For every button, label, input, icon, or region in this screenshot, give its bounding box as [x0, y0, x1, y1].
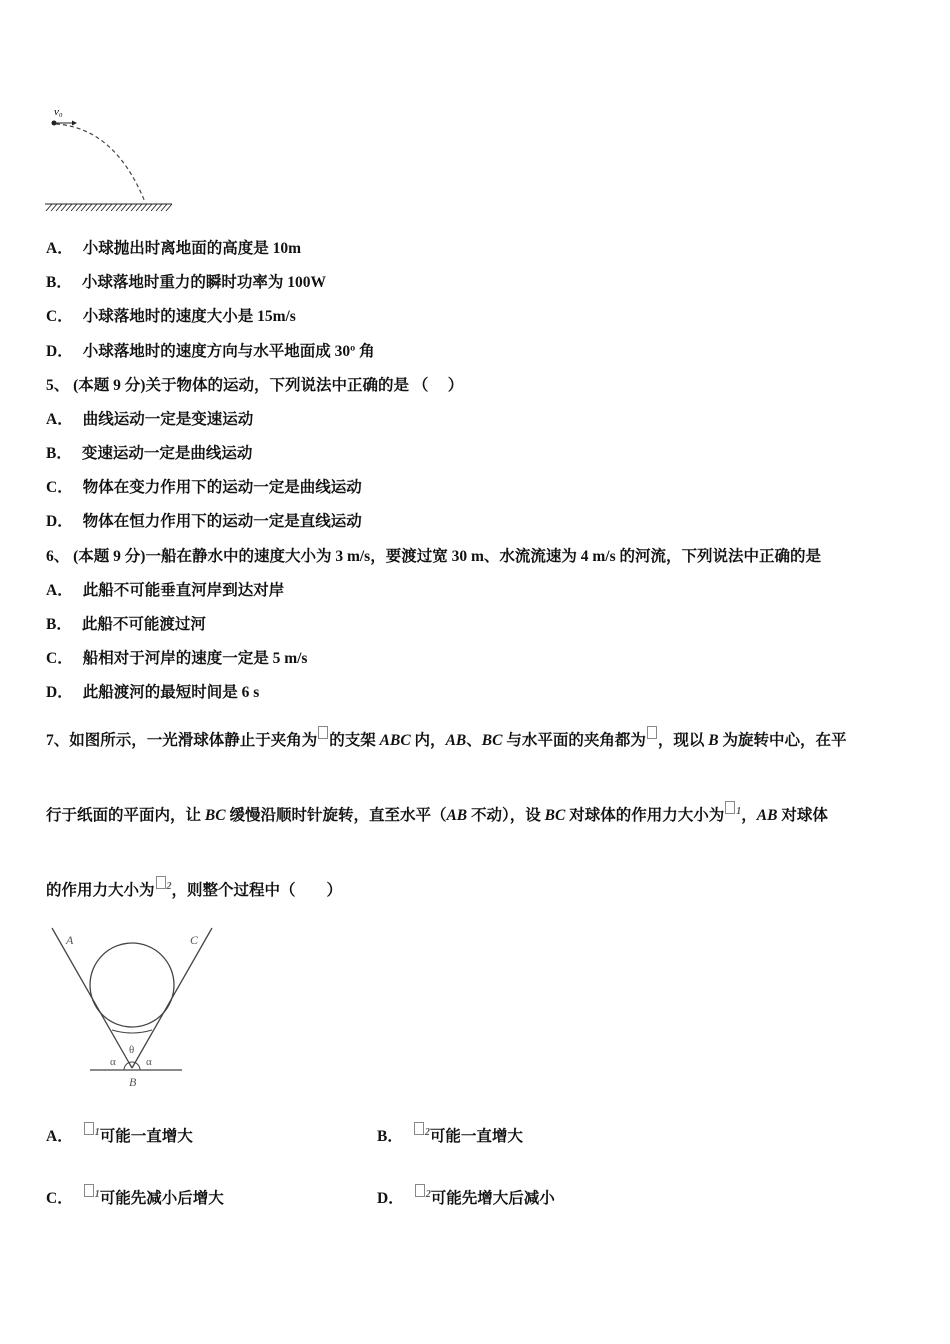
missing-symbol-icon [647, 726, 657, 739]
q7-option-d: D． $^2$可能先增大后减小 [377, 1184, 555, 1208]
missing-symbol-icon [414, 1122, 424, 1135]
trajectory [56, 124, 145, 202]
q5-option-b: B． 变速运动一定是曲线运动 [46, 445, 253, 462]
label-alpha-right: α [146, 1056, 152, 1068]
q5-option-d: D． 物体在恒力作用下的运动一定是直线运动 [46, 513, 362, 530]
q5-option-a: A． 曲线运动一定是变速运动 [46, 411, 254, 428]
q7-stem-line1: 7、如图所示，一光滑球体静止于夹角为 的支架 ABC 内，AB、BC 与水平面的夹角都为 ，现以 B 为旋转中心，在平 [46, 726, 846, 750]
missing-symbol-icon [84, 1184, 94, 1197]
q4-option-d: D． 小球落地时的速度方向与水平地面成 30º 角 [46, 343, 375, 360]
label-theta: θ [129, 1044, 135, 1056]
q6-option-a: A． 此船不可能垂直河岸到达对岸 [46, 582, 285, 599]
missing-symbol-icon [725, 801, 735, 814]
q4-option-a: A． 小球抛出时离地面的高度是 10m [46, 240, 301, 257]
projectile-figure [40, 100, 180, 215]
q7-option-c: C． $^1$可能先减小后增大 [46, 1184, 224, 1208]
label-c: C [190, 933, 199, 947]
v0-label: v₀ [54, 106, 63, 118]
q4-option-c: C． 小球落地时的速度大小是 15m/s [46, 308, 296, 325]
missing-symbol-icon [318, 726, 328, 739]
missing-symbol-icon [156, 876, 166, 889]
contact-arc [112, 1030, 152, 1033]
q4-option-b: B． 小球落地时重力的瞬时功率为 100W [46, 274, 326, 291]
q7-option-a: A． $^1$可能一直增大 [46, 1122, 193, 1146]
support-ball-figure [44, 920, 199, 1095]
v0-arrowhead [72, 121, 77, 126]
q7-option-b: B． $^2$可能一直增大 [377, 1122, 523, 1146]
ground-hatch [46, 204, 172, 211]
ball [52, 121, 57, 126]
q6-option-d: D． 此船渡河的最短时间是 6 s [46, 684, 260, 701]
label-alpha-left: α [110, 1056, 116, 1068]
q5-stem: 5、 (本题 9 分)关于物体的运动，下列说法中正确的是 （ ） [46, 377, 464, 394]
q6-option-c: C． 船相对于河岸的速度一定是 5 m/s [46, 650, 308, 667]
label-a: A [66, 933, 74, 947]
q7-stem-line3: 的作用力大小为 $^2$，则整个过程中（ ） [46, 876, 342, 900]
label-b: B [129, 1075, 137, 1089]
missing-symbol-icon [415, 1184, 425, 1197]
q5-option-c: C． 物体在变力作用下的运动一定是曲线运动 [46, 479, 362, 496]
ball [90, 943, 174, 1027]
q7-stem-line2: 行于纸面的平面内，让 BC 缓慢沿顺时针旋转，直至水平（AB 不动），设 BC 对球体的作用力大小为 $^1$，AB 对球体 [46, 801, 828, 825]
q6-stem: 6、 (本题 9 分)一船在静水中的速度大小为 3 m/s，要渡过宽 30 m、水流流速为 4 m/s 的河流，下列说法中正确的是 [46, 548, 821, 565]
q6-option-b: B． 此船不可能渡过河 [46, 616, 206, 633]
missing-symbol-icon [84, 1122, 94, 1135]
